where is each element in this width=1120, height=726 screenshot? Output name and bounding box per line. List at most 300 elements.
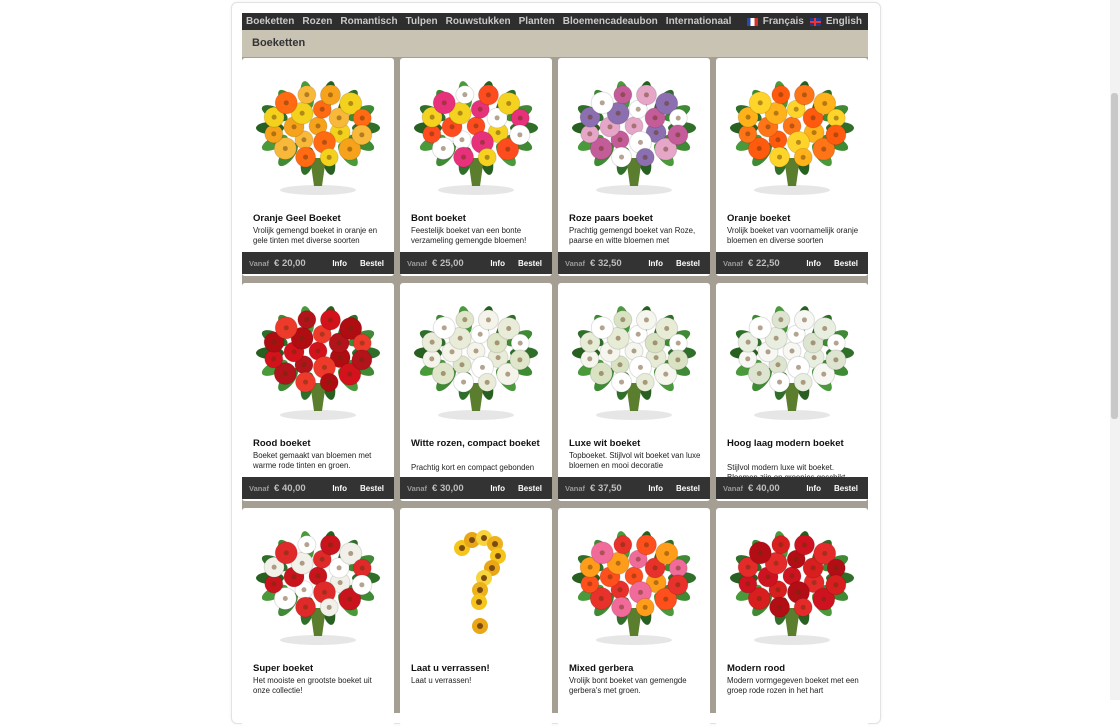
- flower-center: [459, 362, 464, 367]
- product-description: Feestelijk boeket van een bonte verzameling gemengde bloemen!: [411, 226, 527, 245]
- flower-center: [617, 137, 622, 142]
- flower-center: [663, 372, 668, 377]
- product-price: € 37,50: [590, 482, 622, 494]
- price-bar: [558, 252, 710, 274]
- flower-center: [328, 317, 333, 322]
- shadow: [596, 410, 672, 420]
- product-description: Stijlvol modern luxe wit boeket.: [727, 463, 835, 472]
- flower-center: [518, 116, 523, 121]
- product-description: Laat u verrassen!: [411, 676, 472, 685]
- shadow: [754, 410, 830, 420]
- flower-center: [675, 132, 680, 137]
- flower-center: [587, 581, 592, 586]
- language-french[interactable]: [747, 16, 804, 27]
- flower-center: [506, 326, 511, 331]
- flower-center: [283, 596, 288, 601]
- flower-center: [458, 336, 463, 341]
- flower-center: [271, 356, 276, 361]
- price-bar: [558, 477, 710, 499]
- flower-center: [758, 325, 763, 330]
- flower-center: [653, 115, 658, 120]
- product-image[interactable]: [242, 283, 394, 433]
- info-button[interactable]: Info: [332, 258, 347, 268]
- product-description: Prachtig gemengd boeket van Roze, paarse en witte bloemen met: [569, 226, 696, 245]
- flower-center: [821, 597, 826, 602]
- flower-center: [812, 580, 817, 585]
- flower-center: [801, 155, 806, 160]
- bouquet-illustration: [558, 508, 710, 658]
- flower-center: [588, 340, 593, 345]
- flower-center: [480, 140, 485, 145]
- product-description: Boeket gemaakt van bloemen met warme rode tinten en groen.: [253, 451, 372, 470]
- flower-center: [304, 92, 309, 97]
- flower-center: [620, 92, 625, 97]
- flower-center: [429, 356, 434, 361]
- flower-center: [338, 355, 343, 360]
- flower-center: [458, 111, 463, 116]
- flower-center: [337, 115, 342, 120]
- sunflower-center: [469, 537, 475, 543]
- flower-center: [802, 542, 807, 547]
- price-from-label: Vanaf: [407, 258, 428, 268]
- flower-center: [360, 116, 365, 121]
- flower-center: [663, 147, 668, 152]
- flower-center: [746, 565, 751, 570]
- flower-center: [834, 116, 839, 121]
- product-price: € 25,00: [432, 257, 464, 269]
- flower-center: [320, 107, 325, 112]
- flower-center: [480, 365, 485, 370]
- product-image[interactable]: [400, 508, 552, 658]
- flower-center: [328, 542, 333, 547]
- shadow: [754, 635, 830, 645]
- flower-center: [834, 341, 839, 346]
- product-card[interactable]: [242, 508, 394, 726]
- flower-center: [644, 542, 649, 547]
- flower-center: [441, 371, 446, 376]
- nav-item-planten[interactable]: Planten: [518, 16, 555, 27]
- flower-center: [599, 371, 604, 376]
- flower-center: [292, 574, 297, 579]
- bouquet-illustration: [400, 283, 552, 433]
- flower-center: [616, 111, 621, 116]
- flower-center: [316, 124, 321, 129]
- product-price: € 30,00: [432, 482, 464, 494]
- flower-center: [821, 372, 826, 377]
- price-from-label: Vanaf: [723, 258, 744, 268]
- flower-center: [663, 597, 668, 602]
- flower-center: [796, 140, 801, 145]
- flower-center: [271, 581, 276, 586]
- nav-item-boeketten[interactable]: Boeketten: [246, 16, 295, 27]
- product-card[interactable]: [716, 58, 868, 276]
- order-button[interactable]: Bestel: [517, 483, 542, 493]
- product-card[interactable]: [400, 508, 552, 726]
- flower-center: [620, 317, 625, 322]
- flower-center: [320, 332, 325, 337]
- flower-center: [518, 341, 523, 346]
- flower-center: [300, 111, 305, 116]
- flower-center: [675, 357, 680, 362]
- flower-center: [284, 325, 289, 330]
- shadow: [280, 185, 356, 195]
- product-price: € 32,50: [590, 257, 622, 269]
- bouquet-illustration: [716, 58, 868, 208]
- flower-center: [632, 124, 637, 129]
- flower-center: [796, 365, 801, 370]
- flower-center: [636, 557, 641, 562]
- language-french-label: Français: [762, 16, 804, 27]
- flower-center: [283, 146, 288, 151]
- flower-center: [272, 565, 277, 570]
- flower-center: [328, 92, 333, 97]
- flower-center: [833, 357, 838, 362]
- bouquet-illustration: [242, 283, 394, 433]
- scroll-thumb[interactable]: [1111, 93, 1118, 419]
- bouquet-illustration: [242, 58, 394, 208]
- sunflower-center: [477, 623, 483, 629]
- scrollbar[interactable]: [1110, 0, 1120, 700]
- flower-center: [322, 365, 327, 370]
- flower-center: [316, 349, 321, 354]
- flower-center: [272, 340, 277, 345]
- flower-center: [301, 362, 306, 367]
- nav-item-rozen[interactable]: Rozen: [302, 16, 333, 27]
- flower-center: [616, 336, 621, 341]
- flower-center: [360, 566, 365, 571]
- flower-center: [636, 332, 641, 337]
- bouquet-illustration: [400, 58, 552, 208]
- flower-center: [833, 132, 838, 137]
- info-button[interactable]: Info: [332, 483, 347, 493]
- flower-center: [834, 566, 839, 571]
- flower-center: [746, 115, 751, 120]
- product-card[interactable]: [558, 508, 710, 726]
- nav-item-tulpen[interactable]: Tulpen: [405, 16, 438, 27]
- product-card[interactable]: [558, 283, 710, 501]
- flower-center: [632, 349, 637, 354]
- flower-center: [790, 574, 795, 579]
- flower-center: [327, 605, 332, 610]
- flower-center: [272, 115, 277, 120]
- flower-center: [478, 107, 483, 112]
- flower-center: [327, 155, 332, 160]
- flower-center: [495, 115, 500, 120]
- flower-center: [587, 356, 592, 361]
- flower-center: [812, 130, 817, 135]
- flower-center: [833, 582, 838, 587]
- language-english[interactable]: [810, 16, 862, 27]
- flower-center: [359, 357, 364, 362]
- product-image[interactable]: [716, 283, 868, 433]
- flower-center: [517, 132, 522, 137]
- flower-center: [474, 349, 479, 354]
- nav-item-rouwstukken[interactable]: Rouwstukken: [445, 16, 511, 27]
- flower-center: [790, 349, 795, 354]
- product-price: € 20,00: [274, 257, 306, 269]
- flower-center: [359, 132, 364, 137]
- nav-item-internationaal[interactable]: Internationaal: [665, 16, 732, 27]
- product-image[interactable]: [716, 508, 868, 658]
- flower-center: [617, 587, 622, 592]
- product-card[interactable]: [558, 58, 710, 276]
- product-image[interactable]: [242, 508, 394, 658]
- price-bar: [242, 477, 394, 499]
- info-button[interactable]: Info: [806, 483, 821, 493]
- flower-center: [616, 561, 621, 566]
- flower-center: [619, 380, 624, 385]
- shadow: [280, 635, 356, 645]
- product-image[interactable]: [558, 508, 710, 658]
- nav-item-bloemencadeaubon[interactable]: Bloemencadeaubon: [562, 16, 658, 27]
- price-bar: [716, 252, 868, 274]
- flower-center: [775, 362, 780, 367]
- flower-center: [462, 92, 467, 97]
- flower-center: [653, 565, 658, 570]
- flower-center: [632, 574, 637, 579]
- order-button[interactable]: Bestel: [517, 258, 542, 268]
- product-description: Het mooiste en grootste boeket uit onze collectie!: [253, 676, 372, 695]
- flower-center: [505, 147, 510, 152]
- flower-center: [794, 557, 799, 562]
- product-image[interactable]: [558, 283, 710, 433]
- flower-center: [478, 332, 483, 337]
- price-bar: [400, 477, 552, 499]
- flower-center: [430, 340, 435, 345]
- flower-center: [654, 355, 659, 360]
- flower-center: [636, 107, 641, 112]
- flower-center: [620, 542, 625, 547]
- product-card[interactable]: [242, 58, 394, 276]
- flower-center: [664, 551, 669, 556]
- shadow: [754, 185, 830, 195]
- bouquet-illustration: [558, 283, 710, 433]
- flower-center: [461, 155, 466, 160]
- flower-center: [664, 101, 669, 106]
- sunflower-center: [459, 545, 465, 551]
- flower-center: [778, 317, 783, 322]
- flower-center: [338, 580, 343, 585]
- order-button[interactable]: Bestel: [359, 483, 384, 493]
- flower-center: [822, 101, 827, 106]
- flower-center: [746, 340, 751, 345]
- flower-center: [599, 146, 604, 151]
- flower-center: [600, 100, 605, 105]
- order-button[interactable]: Bestel: [359, 258, 384, 268]
- product-image[interactable]: [716, 58, 868, 208]
- product-card[interactable]: [716, 283, 868, 501]
- flower-center: [600, 325, 605, 330]
- flower-center: [801, 380, 806, 385]
- flower-center: [284, 100, 289, 105]
- product-name[interactable]: Laat u verrassen!: [411, 663, 490, 674]
- product-description: Modern vormgegeven boeket met een groep rode rozen in het hart: [727, 676, 859, 695]
- product-card[interactable]: [242, 283, 394, 501]
- product-name[interactable]: Roze paars boeket: [569, 213, 653, 224]
- flower-center: [774, 336, 779, 341]
- product-name[interactable]: Super boeket: [253, 663, 314, 674]
- product-name[interactable]: Mixed gerbera: [569, 663, 634, 674]
- flower-center: [348, 101, 353, 106]
- flower-center: [811, 340, 816, 345]
- product-image[interactable]: [400, 283, 552, 433]
- product-name[interactable]: Rood boeket: [253, 438, 311, 449]
- flower-center: [442, 100, 447, 105]
- flower-center: [301, 137, 306, 142]
- flower-center: [322, 140, 327, 145]
- flower-center: [506, 101, 511, 106]
- info-button[interactable]: Info: [648, 483, 663, 493]
- flower-center: [461, 380, 466, 385]
- flower-center: [758, 550, 763, 555]
- order-button[interactable]: Bestel: [833, 258, 858, 268]
- flower-center: [638, 140, 643, 145]
- flower-center: [303, 605, 308, 610]
- flower-center: [757, 146, 762, 151]
- flower-center: [304, 317, 309, 322]
- shadow: [596, 635, 672, 645]
- flower-center: [429, 131, 434, 136]
- flower-center: [778, 92, 783, 97]
- price-from-label: Vanaf: [249, 483, 270, 493]
- section-header: [242, 30, 868, 57]
- flower-center: [301, 587, 306, 592]
- product-image[interactable]: [242, 58, 394, 208]
- flower-center: [821, 147, 826, 152]
- shadow: [438, 410, 514, 420]
- flag-fr-icon: [747, 18, 758, 26]
- product-name[interactable]: Bont boeket: [411, 213, 466, 224]
- flower-center: [608, 574, 613, 579]
- shadow: [280, 410, 356, 420]
- flower-center: [774, 561, 779, 566]
- flower-center: [790, 124, 795, 129]
- bouquet-illustration: [400, 508, 552, 658]
- flower-center: [796, 590, 801, 595]
- flower-center: [757, 596, 762, 601]
- flower-center: [283, 371, 288, 376]
- flower-center: [485, 380, 490, 385]
- flower-center: [347, 372, 352, 377]
- product-image[interactable]: [558, 58, 710, 208]
- flower-center: [766, 124, 771, 129]
- flower-center: [777, 380, 782, 385]
- sunflower-center: [481, 575, 487, 581]
- flower-center: [608, 124, 613, 129]
- sunflower-center: [476, 599, 482, 605]
- info-button[interactable]: Info: [490, 483, 505, 493]
- info-button[interactable]: Info: [806, 258, 821, 268]
- flower-center: [757, 371, 762, 376]
- product-card[interactable]: [400, 283, 552, 501]
- product-image[interactable]: [400, 58, 552, 208]
- flower-center: [300, 561, 305, 566]
- flower-center: [675, 582, 680, 587]
- sunflower-center: [481, 535, 487, 541]
- sunflower-center: [492, 541, 498, 547]
- order-button[interactable]: Bestel: [675, 258, 700, 268]
- flower-center: [745, 131, 750, 136]
- flower-center: [486, 92, 491, 97]
- flower-center: [802, 317, 807, 322]
- flower-center: [359, 582, 364, 587]
- info-button[interactable]: Info: [490, 258, 505, 268]
- product-description: Vrolijk boeket van voornamelijk oranje bloemen en diverse soorten: [727, 226, 859, 245]
- product-name[interactable]: Luxe wit boeket: [569, 438, 641, 449]
- product-name[interactable]: Hoog laag modern boeket: [727, 438, 844, 449]
- product-description: Vrolijk gemengd boeket in oranje en gele tinten met diverse soorten: [253, 226, 378, 245]
- flower-center: [676, 116, 681, 121]
- flower-center: [619, 155, 624, 160]
- flower-center: [459, 137, 464, 142]
- price-bar: [716, 477, 868, 499]
- flower-center: [774, 111, 779, 116]
- bouquet-illustration: [716, 283, 868, 433]
- flower-center: [766, 574, 771, 579]
- flower-center: [644, 317, 649, 322]
- order-button[interactable]: Bestel: [675, 483, 700, 493]
- flower-center: [638, 365, 643, 370]
- flower-center: [811, 565, 816, 570]
- top-navigation: [242, 13, 868, 30]
- flower-center: [316, 574, 321, 579]
- flower-center: [775, 137, 780, 142]
- info-button[interactable]: Info: [648, 258, 663, 268]
- flower-center: [485, 155, 490, 160]
- product-name[interactable]: Oranje Geel Boeket: [253, 213, 341, 224]
- section-title: Boeketten: [252, 37, 306, 49]
- product-name[interactable]: Witte rozen, compact boeket: [411, 438, 540, 449]
- flower-center: [812, 355, 817, 360]
- flower-center: [300, 336, 305, 341]
- product-name[interactable]: Oranje boeket: [727, 213, 791, 224]
- flower-center: [654, 580, 659, 585]
- flower-center: [643, 605, 648, 610]
- price-from-label: Vanaf: [565, 258, 586, 268]
- product-price: € 22,50: [748, 257, 780, 269]
- bouquet-illustration: [242, 508, 394, 658]
- shadow: [438, 185, 514, 195]
- flower-center: [587, 131, 592, 136]
- flower-center: [794, 107, 799, 112]
- product-name[interactable]: Modern rood: [727, 663, 786, 674]
- flower-center: [664, 326, 669, 331]
- nav-item-romantisch[interactable]: Romantisch: [340, 16, 398, 27]
- flower-center: [338, 130, 343, 135]
- product-card[interactable]: [716, 508, 868, 726]
- flower-center: [676, 341, 681, 346]
- flower-center: [347, 597, 352, 602]
- flower-center: [496, 130, 501, 135]
- flower-center: [822, 326, 827, 331]
- flower-center: [292, 124, 297, 129]
- product-card[interactable]: [400, 58, 552, 276]
- flower-center: [430, 115, 435, 120]
- flower-center: [442, 325, 447, 330]
- flower-center: [360, 341, 365, 346]
- product-description: Topboeket. Stijlvol wit boeket van luxe bloemen en mooi decoratie: [569, 451, 701, 470]
- flower-center: [643, 155, 648, 160]
- order-button[interactable]: Bestel: [833, 483, 858, 493]
- flower-center: [638, 590, 643, 595]
- flower-center: [775, 587, 780, 592]
- product-price: € 40,00: [748, 482, 780, 494]
- flower-center: [303, 155, 308, 160]
- flower-center: [600, 550, 605, 555]
- flower-center: [676, 566, 681, 571]
- flower-center: [599, 596, 604, 601]
- flower-center: [654, 130, 659, 135]
